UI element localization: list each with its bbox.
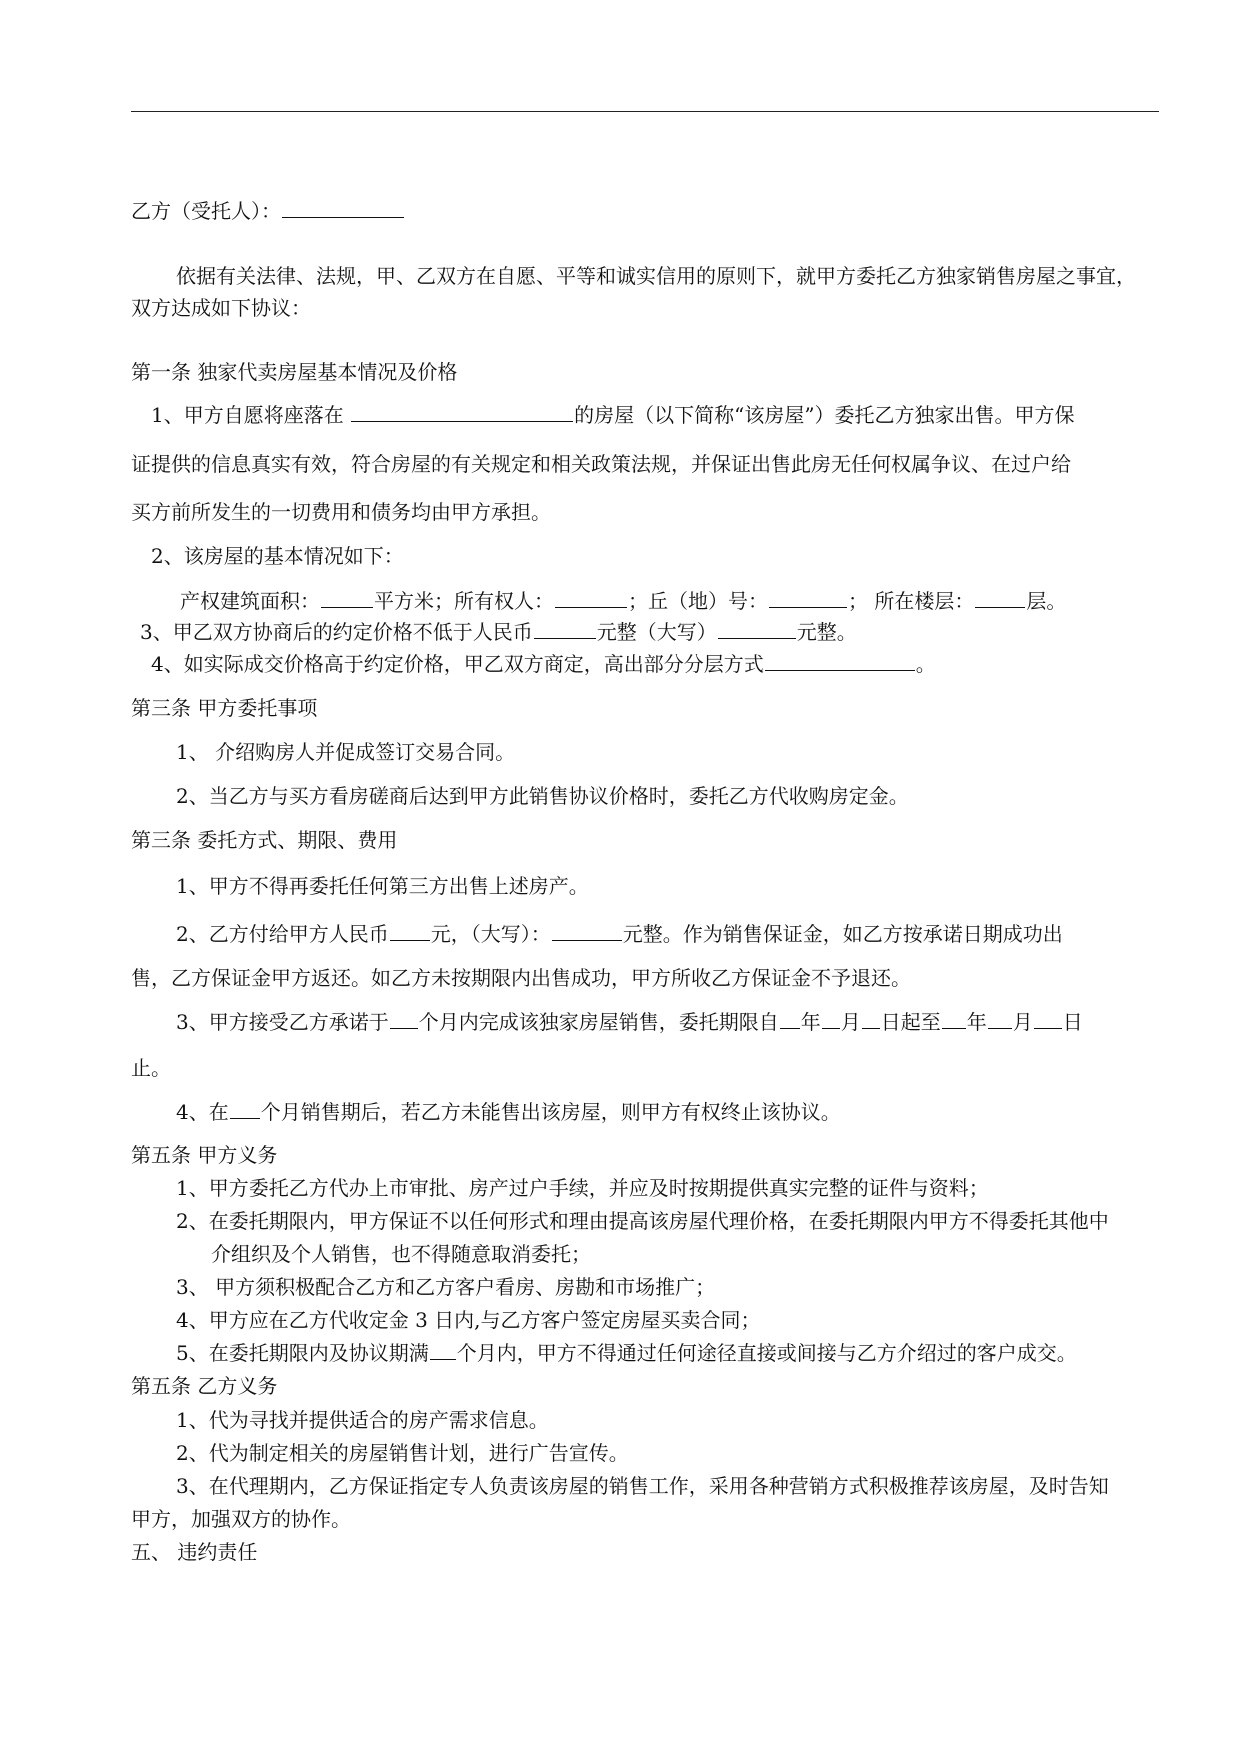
art3-item1: 1、甲方不得再委托任何第三方出售上述房产。 [176, 874, 589, 898]
art3-item2-text-c: 元整。作为销售保证金，如乙方按承诺日期成功出 [622, 922, 1063, 946]
article-5-heading-party-b: 第五条 乙方义务 [131, 1374, 278, 1398]
price-words-blank[interactable] [718, 620, 796, 639]
deposit-words-blank[interactable] [552, 922, 622, 941]
sales-months-blank[interactable] [230, 1100, 260, 1119]
party-b-blank[interactable] [282, 199, 404, 218]
art3-item3-text-a: 3、甲方接受乙方承诺于 [176, 1010, 389, 1034]
art3-item2-line1 [176, 922, 1063, 946]
art3-item3-text-b: 个月内完成该独家房屋销售，委托期限自 [418, 1010, 779, 1034]
art3-item4 [176, 1100, 841, 1124]
start-day-blank[interactable] [862, 1010, 880, 1029]
area-label: 产权建筑面积： [180, 589, 320, 613]
day-label: 日 [1062, 1010, 1083, 1034]
art1-item3-text-c: 元整。 [796, 620, 857, 644]
lot-number-label: ；丘（地）号： [628, 589, 768, 613]
art5a-item1: 1、甲方委托乙方代办上市审批、房产过户手续，并应及时按期提供真实完整的证件与资料； [176, 1176, 989, 1200]
art2-item1: 1、 介绍购房人并促成签订交易合同。 [176, 740, 516, 764]
art1-item4 [151, 652, 936, 676]
year-label-2: 年 [966, 1010, 987, 1034]
months-blank[interactable] [390, 1010, 418, 1029]
party-b-label: 乙方（受托人）： [131, 199, 281, 223]
month-label: 月 [840, 1010, 861, 1034]
floor-label: ； 所在楼层： [848, 589, 975, 613]
art3-item2-line2: 售，乙方保证金甲方返还。如乙方未按期限内出售成功，甲方所收乙方保证金不予退还。 [131, 966, 911, 990]
art5b-item1: 1、代为寻找并提供适合的房产需求信息。 [176, 1408, 549, 1432]
post-term-months-blank[interactable] [430, 1341, 456, 1360]
art3-item2-text-a: 2、乙方付给甲方人民币 [176, 922, 389, 946]
floor-blank[interactable] [975, 589, 1025, 608]
intro-line-2: 双方达成如下协议： [131, 296, 311, 320]
day-from-label: 日起至 [880, 1010, 941, 1034]
article-3-heading: 第三条 委托方式、期限、费用 [131, 828, 398, 852]
area-blank[interactable] [321, 589, 373, 608]
art1-item4-text-b: 。 [915, 652, 936, 676]
art5a-item5-text-a: 5、在委托期限内及协议期满 [176, 1341, 429, 1365]
lot-number-blank[interactable] [769, 589, 847, 608]
split-method-blank[interactable] [765, 652, 915, 671]
art1-item3-text-a: 3、甲乙双方协商后的约定价格不低于人民币 [140, 620, 533, 644]
owner-label: 平方米；所有权人： [374, 589, 554, 613]
article-5-heading-party-a: 第五条 甲方义务 [131, 1143, 278, 1167]
art3-item3-line2: 止。 [131, 1056, 171, 1080]
party-b-line [131, 199, 405, 223]
art2-item2: 2、当乙方与买方看房磋商后达到甲方此销售协议价格时，委托乙方代收购房定金。 [176, 784, 909, 808]
art3-item2-text-b: 元，（大写）： [430, 922, 551, 946]
end-year-blank[interactable] [942, 1010, 966, 1029]
month-label-2: 月 [1012, 1010, 1033, 1034]
art5a-item5 [176, 1341, 1077, 1365]
floor-unit: 层。 [1026, 589, 1067, 613]
owner-blank[interactable] [555, 589, 627, 608]
art5b-item3: 3、在代理期内，乙方保证指定专人负责该房屋的销售工作，采用各种营销方式积极推荐该房屋，及时告知 [176, 1474, 1109, 1498]
art1-item1-text-a: 1、甲方自愿将座落在 [151, 403, 351, 427]
art1-item4-text-a: 4、如实际成交价格高于约定价格，甲乙双方商定，高出部分分层方式 [151, 652, 764, 676]
art5b-item2: 2、代为制定相关的房屋销售计划，进行广告宣传。 [176, 1441, 629, 1465]
art1-item1-line2: 证提供的信息真实有效，符合房屋的有关规定和相关政策法规，并保证出售此房无任何权属争议、在过户给 [131, 452, 1071, 476]
intro-line-1: 依据有关法律、法规，甲、乙双方在自愿、平等和诚实信用的原则下，就甲方委托乙方独家销售房屋之事宜， [176, 264, 1136, 288]
price-number-blank[interactable] [534, 620, 596, 639]
art1-item1-line3: 买方前所发生的一切费用和债务均由甲方承担。 [131, 500, 551, 524]
art5a-item4: 4、甲方应在乙方代收定金 3 日内,与乙方客户签定房屋买卖合同； [176, 1308, 761, 1332]
end-month-blank[interactable] [988, 1010, 1012, 1029]
header-rule [131, 111, 1159, 112]
art1-item2: 2、该房屋的基本情况如下： [151, 544, 404, 568]
art5a-item2: 2、在委托期限内，甲方保证不以任何形式和理由提高该房屋代理价格，在委托期限内甲方不得委托其他中 [176, 1209, 1109, 1233]
deposit-number-blank[interactable] [390, 922, 430, 941]
start-month-blank[interactable] [822, 1010, 840, 1029]
article-6-heading: 五、 违约责任 [131, 1540, 258, 1564]
start-year-blank[interactable] [780, 1010, 800, 1029]
end-day-blank[interactable] [1034, 1010, 1062, 1029]
art1-item3 [140, 620, 857, 644]
article-1-heading: 第一条 独家代卖房屋基本情况及价格 [131, 360, 458, 384]
basic-info-line [180, 589, 1066, 613]
article-2-heading: 第三条 甲方委托事项 [131, 696, 318, 720]
art5a-item3: 3、 甲方须积极配合乙方和乙方客户看房、房勘和市场推广； [176, 1275, 716, 1299]
art3-item4-text-a: 4、在 [176, 1100, 229, 1124]
art3-item4-text-b: 个月销售期后，若乙方未能售出该房屋，则甲方有权终止该协议。 [260, 1100, 841, 1124]
art5a-item5-text-b: 个月内，甲方不得通过任何途径直接或间接与乙方介绍过的客户成交。 [456, 1341, 1077, 1365]
year-label: 年 [800, 1010, 821, 1034]
art1-item1-line1 [151, 403, 1075, 427]
art5a-item2-line2: 介组织及个人销售，也不得随意取消委托； [211, 1242, 591, 1266]
art1-item1-text-b: 的房屋（以下简称“该房屋”）委托乙方独家出售。甲方保 [574, 403, 1075, 427]
art1-item3-text-b: 元整（大写） [596, 620, 717, 644]
art3-item3-line1 [176, 1010, 1083, 1034]
art5b-item3-line2: 甲方，加强双方的协作。 [131, 1507, 351, 1531]
property-location-blank[interactable] [351, 403, 573, 422]
